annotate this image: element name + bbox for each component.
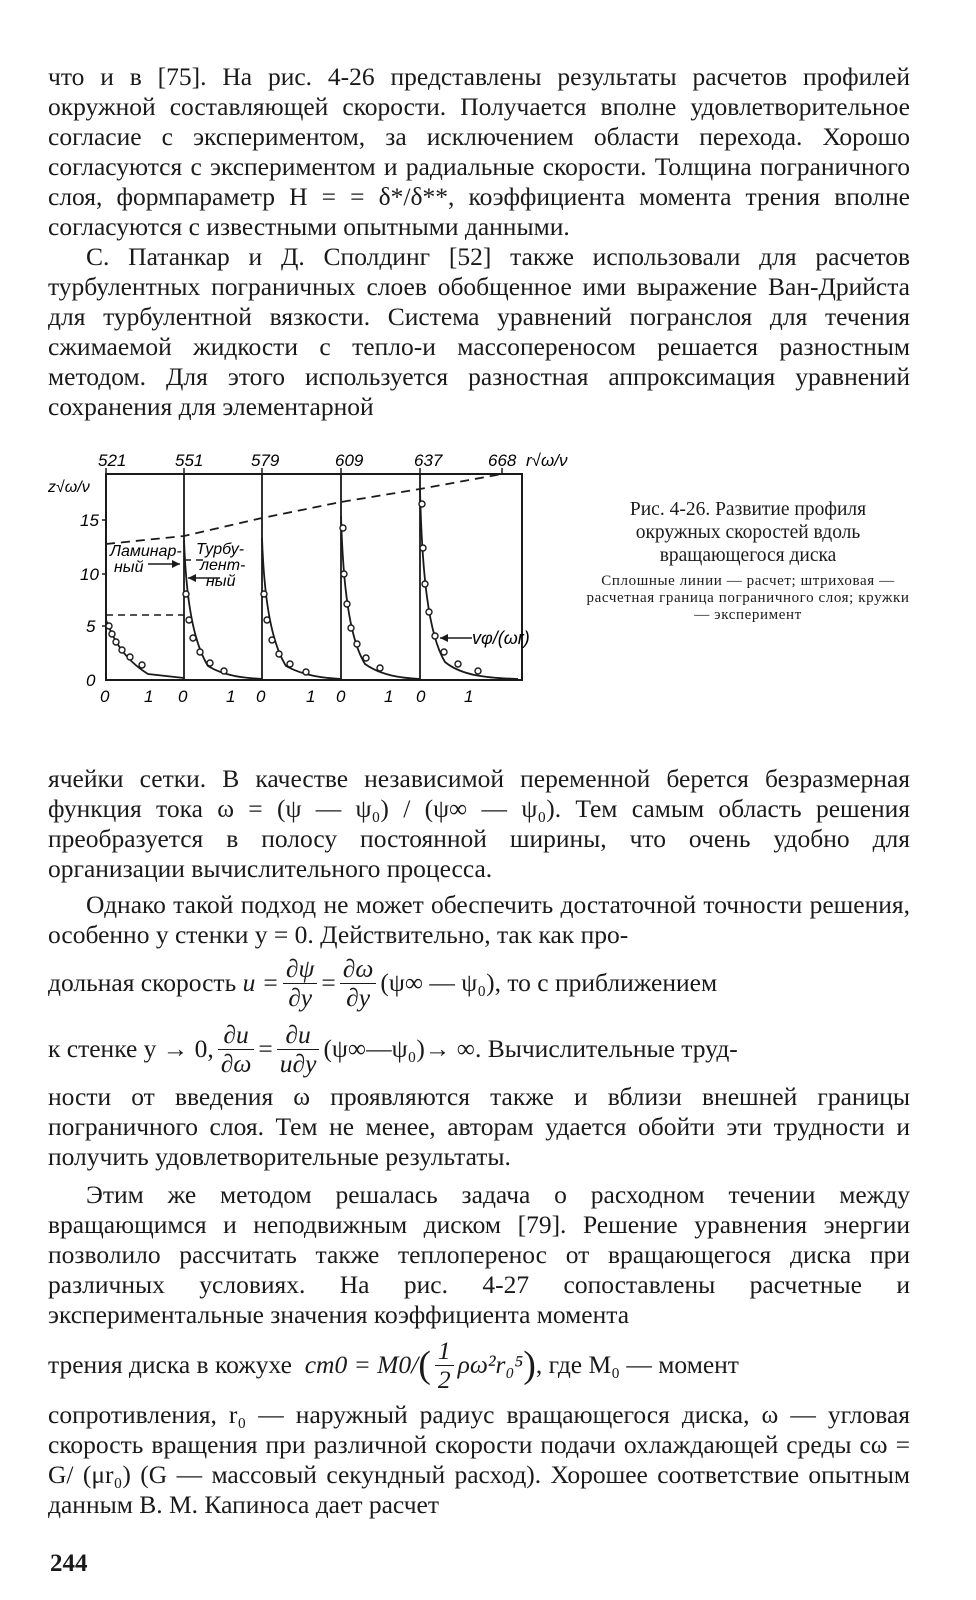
eq2-suffix: (ψ∞—ψ₀)→ ∞. Вычислительные труд- — [323, 1034, 738, 1063]
label-turbulent-3: ный — [206, 573, 236, 590]
eq2-f2-num: ∂u — [277, 1021, 320, 1050]
top-axis-unit: r√ω/ν — [526, 451, 568, 470]
eq3-lparen: ( — [418, 1344, 431, 1386]
bottom-label-7: 1 — [384, 687, 394, 706]
top-label-521: 521 — [98, 451, 127, 470]
curve-label-arrowhead — [440, 634, 448, 642]
bottom-label-6: 0 — [336, 687, 346, 706]
bottom-label-0: 0 — [100, 687, 110, 706]
eq1-f2-num: ∂ω — [340, 955, 377, 984]
caption-body: Сплошные линии — расчет; штриховая — расчетная граница пограничного слоя; кружки — эксперимент — [586, 573, 910, 623]
equation-line-3 — [48, 1330, 910, 1400]
equation-line-1 — [48, 950, 910, 1016]
profile-curves — [106, 490, 518, 679]
eq1-fraction-1 — [283, 955, 317, 1012]
eq2-f1-num: ∂u — [218, 1021, 255, 1050]
bottom-label-4: 0 — [256, 687, 266, 706]
paragraph-4-line1: Однако такой подход не может обеспечить достаточной точности решения, особенно у стенки y = 0. Действительно, так как про- — [48, 890, 910, 949]
y-tick-0: 0 — [86, 671, 96, 690]
figure-4-26 — [48, 444, 910, 744]
figure-caption — [586, 498, 910, 624]
top-label-609: 609 — [335, 451, 364, 470]
eq1-u: u = — [242, 968, 279, 997]
eq2-fraction-2 — [277, 1021, 320, 1078]
curve-label: vφ/(ωr) — [472, 628, 530, 648]
top-label-579: 579 — [251, 451, 280, 470]
eq3-frac-num: 1 — [435, 1337, 454, 1366]
eq3-frac-den: 2 — [437, 1364, 451, 1394]
eq2-equals: = — [258, 1034, 273, 1063]
top-label-637: 637 — [414, 451, 443, 470]
paragraph-2: С. Патанкар и Д. Сполдинг [52] также использовали для расчетов турбулентных пограничных слоев обобщенное ими выражение Ван-Дрийста для турбулентной вязкости. Система уравнений погранслоя для течения сжимаемой жидкости с тепло-и массопереносом решается разностным методом. Для этого используется разностная аппроксимация уравнений сохранения для элементарной — [48, 242, 910, 421]
eq1-f1-den: ∂y — [288, 982, 313, 1012]
eq1-equals: = — [321, 968, 336, 997]
top-label-551: 551 — [175, 451, 204, 470]
boundary-layer-line — [106, 474, 502, 544]
y-tick-10: 10 — [80, 565, 99, 584]
bottom-label-3: 1 — [226, 687, 236, 706]
eq1-suffix: (ψ∞ — ψ₀), то с приближением — [380, 968, 718, 997]
eq3-cm: cm0 = M0/ — [304, 1350, 419, 1379]
experiment-points — [106, 501, 481, 675]
bottom-label-8: 0 — [416, 687, 426, 706]
bottom-label-2: 0 — [178, 687, 188, 706]
y-tick-5: 5 — [86, 617, 96, 636]
y-tick-15: 15 — [80, 511, 99, 530]
eq2-f2-den: u∂y — [279, 1048, 317, 1078]
eq3-suffix: , где M₀ — момент — [535, 1350, 739, 1379]
label-laminar-2: ный — [114, 559, 144, 576]
paragraph-5-rest: сопротивления, r₀ — наружный радиус вращающегося диска, ω — угловая скорость вращения при различной скорости подачи охлаждающей среды cω = G/ (μr₀) (G — массовый секундный расход). Хорошее соответствие опытным данным В. М. Капиноса дает расчет — [48, 1400, 910, 1519]
eq3-fraction — [435, 1337, 454, 1394]
paragraph-1: что и в [75]. На рис. 4-26 представлены результаты расчетов профилей окружной составляющей скорости. Получается вполне удовлетворительное согласие с экспериментом, за исключением области перехода. Хорошо согласуются с экспериментом и радиальные скорости. Толщина пограничного слоя, формпараметр H = = δ*/δ**, коэффициента момента трения вполне согласуются с известными опытными данными. — [48, 62, 910, 241]
eq1-fraction-2 — [340, 955, 377, 1012]
eq2-fraction-1 — [218, 1021, 255, 1078]
bottom-label-1: 1 — [144, 687, 154, 706]
page-body — [48, 62, 910, 1520]
bottom-label-9: 1 — [464, 687, 474, 706]
label-turbulent-2: лент- — [200, 557, 246, 574]
label-laminar-1: Ламинар- — [110, 543, 182, 560]
caption-title: Рис. 4-26. Развитие профиля окружных скоростей вдоль вращающегося диска — [629, 499, 867, 566]
page-number: 244 — [50, 1550, 88, 1577]
velocity-profile-figure — [48, 444, 608, 744]
plot-frame — [106, 474, 522, 680]
paragraph-3: ячейки сетки. В качестве независимой переменной берется безразмерная функция тока ω = (ψ — ψ₀) / (ψ∞ — ψ₀). Тем самым область решения преобразуется в полосу постоянной ширины, что очень удобно для организации вычислительного процесса. — [48, 764, 910, 883]
turbulent-arrowhead — [188, 574, 196, 582]
top-label-668: 668 — [488, 451, 517, 470]
equation-line-2 — [48, 1016, 910, 1082]
eq3-rparen: ) — [523, 1344, 536, 1386]
eq2-prefix: к стенке y → 0, — [48, 1034, 214, 1063]
paragraph-5-line1: Этим же методом решалась задача о расходном течении между вращающимся и неподвижным диском [79]. Решение уравнения энергии позволило рассчитать также теплоперенос от вращающегося диска при различных условиях. На рис. 4-27 сопоставлены расчетные и экспериментальные значения коэффициента момента — [48, 1180, 910, 1329]
eq2-f1-den: ∂ω — [220, 1048, 252, 1078]
paragraph-4-rest: ности от введения ω проявляются также и вблизи внешней границы пограничного слоя. Тем не менее, авторам удается обойти эти трудности и получить удовлетворительные результаты. — [48, 1082, 910, 1171]
bottom-label-5: 1 — [306, 687, 316, 706]
left-axis-unit: z√ω/ν — [48, 479, 90, 496]
eq1-f1-num: ∂ψ — [283, 955, 317, 984]
eq1-prefix: дольная скорость — [48, 968, 237, 997]
eq3-rho: ρω²r₀⁵ — [457, 1350, 524, 1379]
laminar-arrowhead — [172, 560, 180, 568]
eq3-prefix: трения диска в кожухе — [48, 1350, 292, 1379]
eq1-f2-den: ∂y — [346, 982, 371, 1012]
label-turbulent-1: Турбу- — [196, 541, 245, 558]
